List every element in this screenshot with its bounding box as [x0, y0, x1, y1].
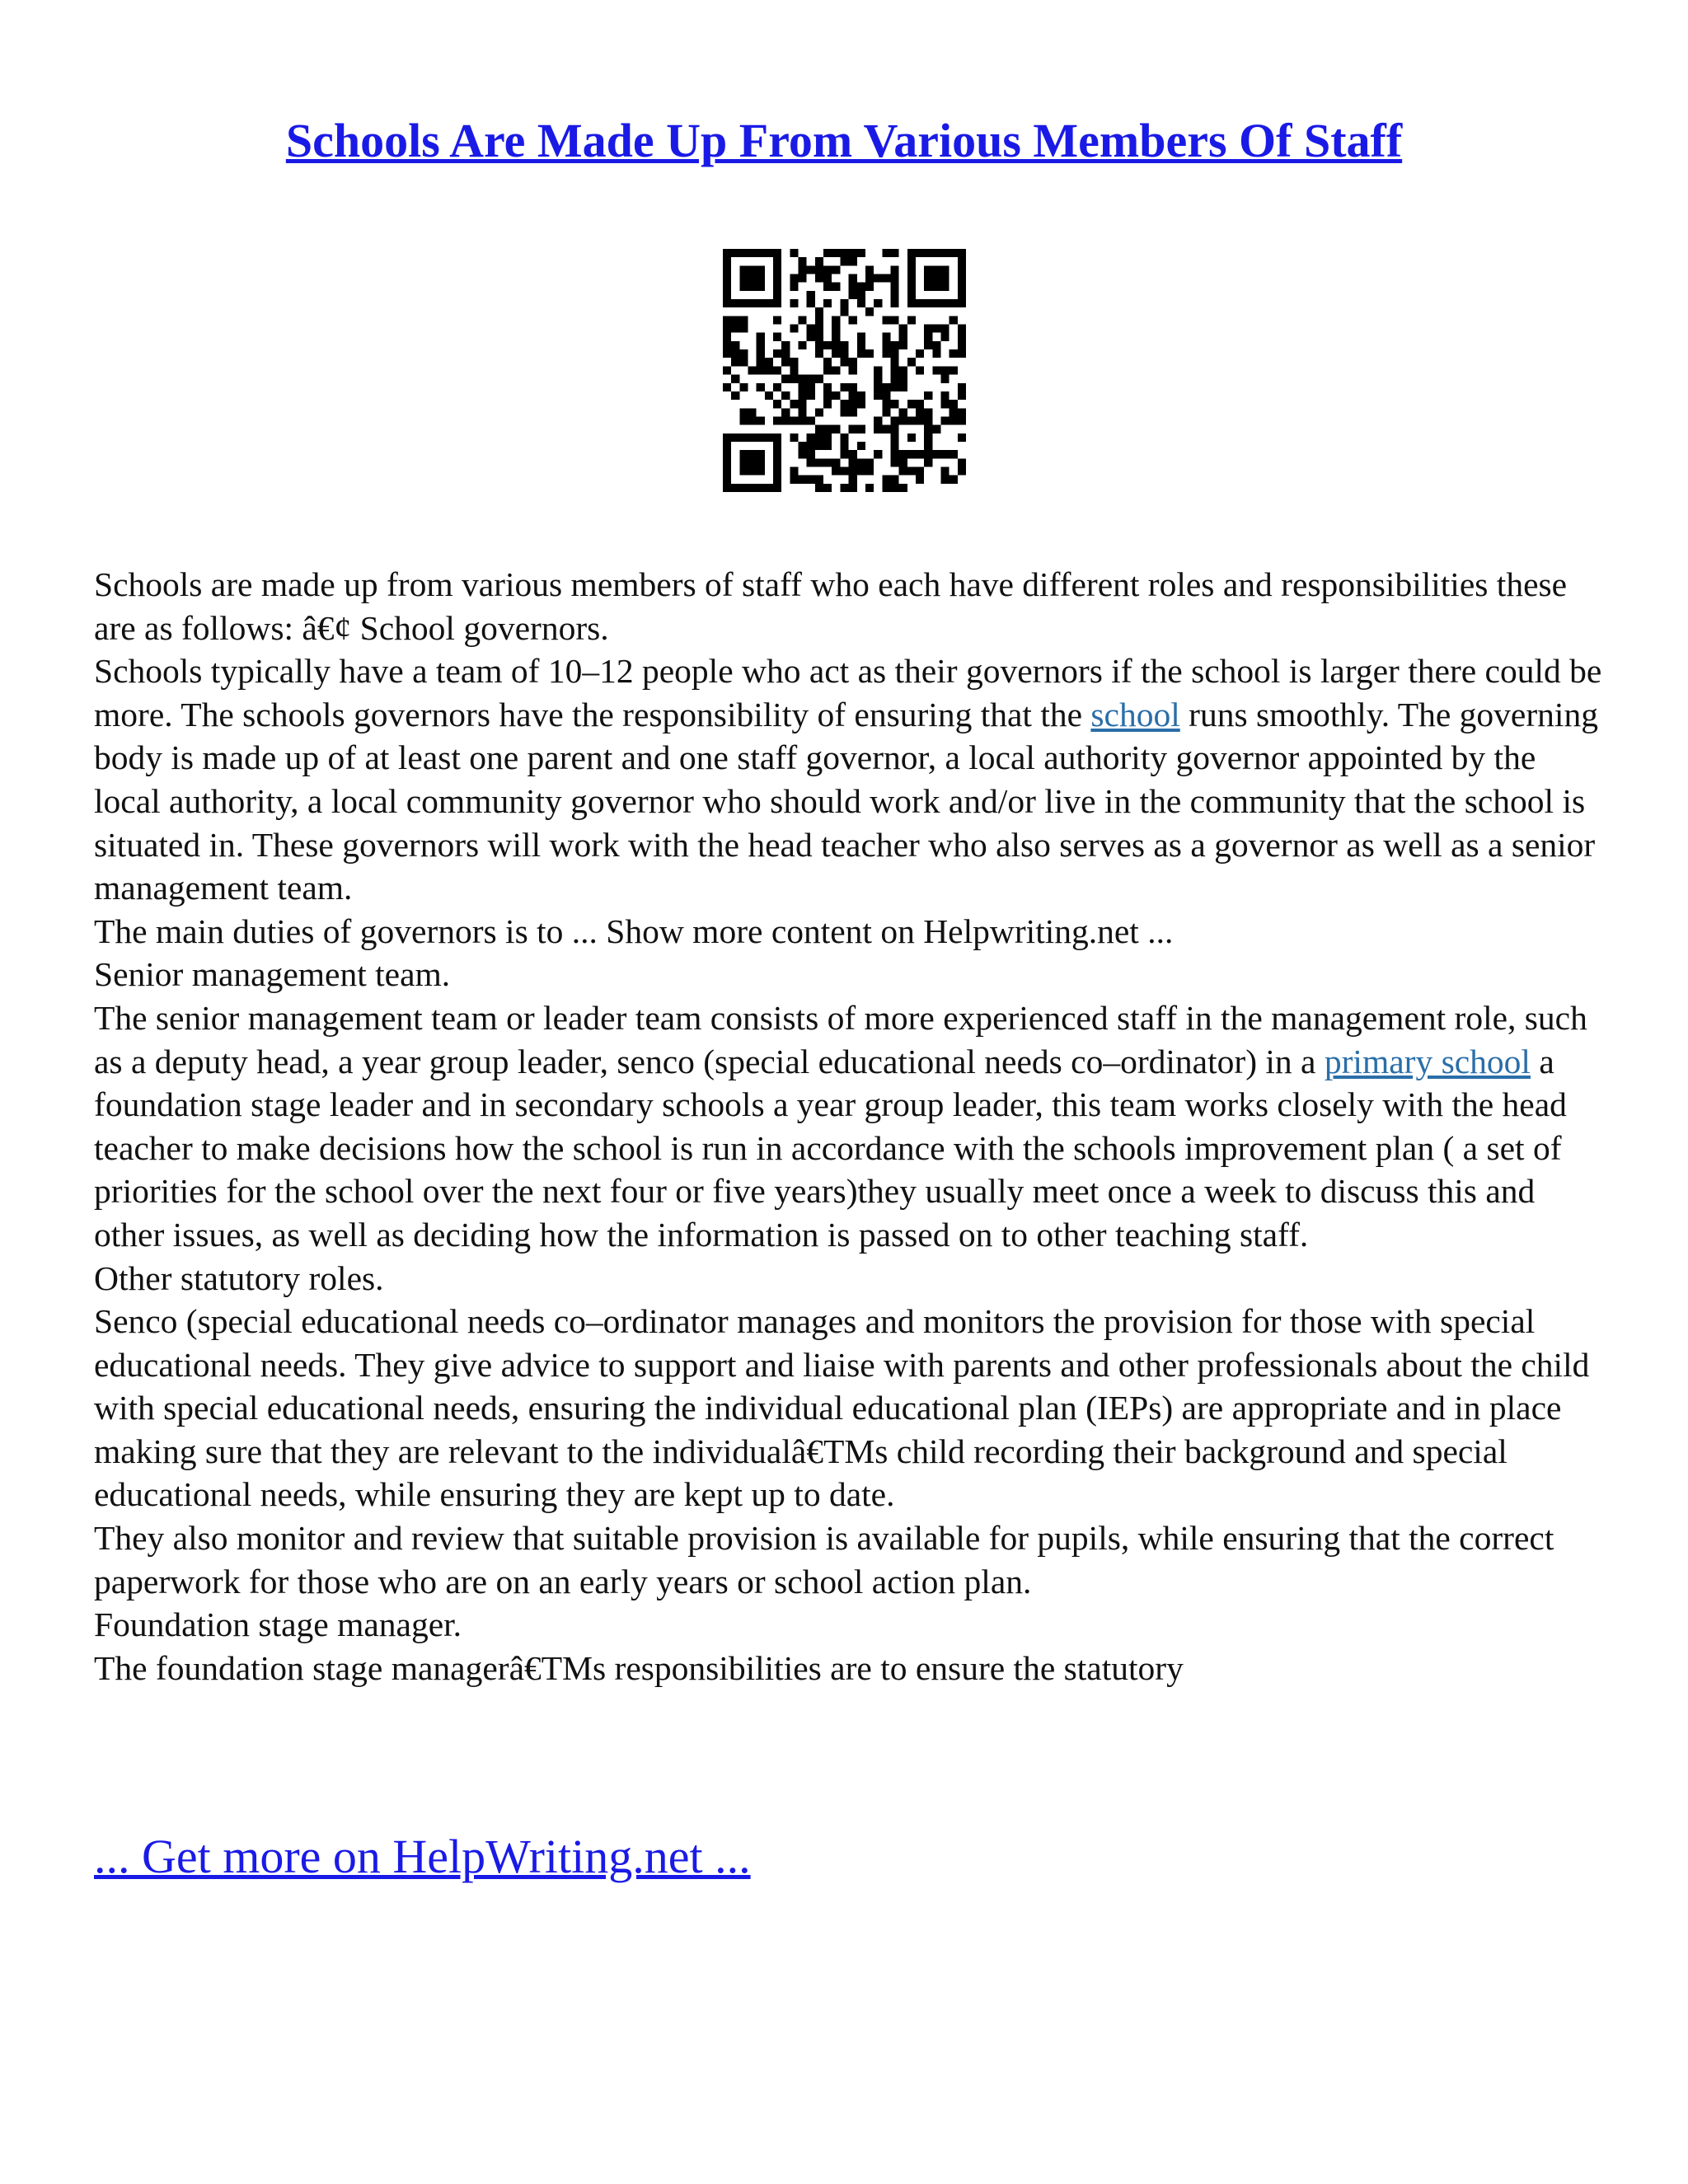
- school-link[interactable]: school: [1090, 695, 1180, 733]
- section-heading: Senior management team.: [94, 955, 451, 994]
- paragraph: They also monitor and review that suitable provision is available for pupils, while ensuring that the correct paperwork for those who are on an early years or school action plan.: [94, 1519, 1554, 1601]
- get-more-link-wrapper: [94, 1828, 751, 1886]
- paragraph: The main duties of governors is to ... Show more content on Helpwriting.net ...: [94, 912, 1174, 950]
- page-title: [0, 114, 1688, 169]
- section-heading: Other statutory roles.: [94, 1258, 384, 1297]
- title-link[interactable]: Schools Are Made Up From Various Members Of Staff: [285, 114, 1403, 167]
- paragraph: The senior management team or leader team consists of more experienced staff in the management role, such as a deputy head, a year group leader, senco (special educational needs co–ordinator) in a primary school a foundation stage leader and in secondary schools a year group leader, this team works closely with the head teacher to make decisions how the school is run in accordance with the schools improvement plan ( a set of priorities for the school over the next four or five years)they usually meet once a week to discuss this and other issues, as well as deciding how the information is passed on to other teaching staff.: [94, 998, 1587, 1254]
- primary-school-link[interactable]: primary school: [1324, 1042, 1531, 1080]
- qr-code-icon: [723, 249, 966, 492]
- section-heading: Foundation stage manager.: [94, 1605, 462, 1644]
- paragraph: Schools typically have a team of 10–12 people who act as their governors if the school is larger there could be more. The schools governors have the responsibility of ensuring that the school runs smoothly. The governing body is made up of at least one parent and one staff governor, a local authority governor appointed by the local authority, a local community governor who should work and/or live in the community that the school is situated in. These governors will work with the head teacher who also serves as a governor as well as a senior management team.: [94, 652, 1602, 907]
- paragraph: The foundation stage managerâ€TMs responsibilities are to ensure the statutory: [94, 1648, 1184, 1687]
- paragraph: Schools are made up from various members of staff who each have different roles and responsibilities these are as follows: â€¢ School governors.: [94, 565, 1568, 647]
- article-body: [94, 563, 1602, 1690]
- get-more-link[interactable]: ... Get more on HelpWriting.net ...: [94, 1830, 751, 1883]
- paragraph: Senco (special educational needs co–ordinator manages and monitors the provision for those with special educational needs. They give advice to support and liaise with parents and other professionals about the child with special educational needs, ensuring the individual educational plan (IEPs) are appropriate and in place making sure that they are relevant to the individualâ€TMs child recording their background and special educational needs, while ensuring they are kept up to date.: [94, 1302, 1590, 1514]
